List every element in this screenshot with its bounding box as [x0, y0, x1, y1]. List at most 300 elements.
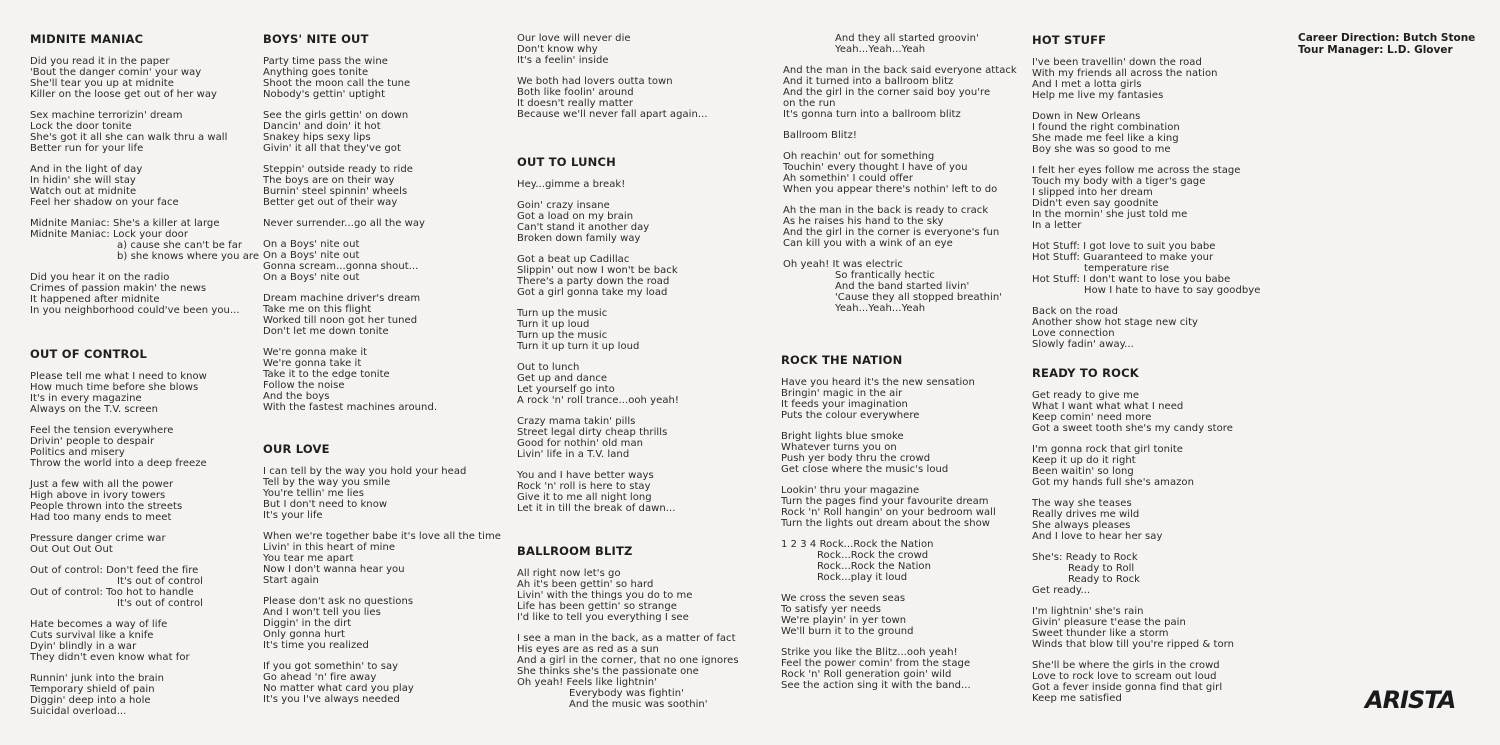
- stanza: [781, 593, 996, 637]
- lyric-line: And a girl in the corner, that no one ignores: [517, 655, 739, 666]
- stanza: [1032, 306, 1260, 350]
- lyric-line: Sweet thunder like a storm: [1032, 628, 1169, 639]
- stanza: [517, 33, 708, 66]
- stanza: [263, 531, 501, 586]
- lyric-line: Good for nothin' old man: [517, 438, 644, 449]
- song-title: ROCK THE NATION: [781, 353, 903, 367]
- lyric-line: Really drives me wild: [1032, 509, 1140, 520]
- lyric-line: Puts the colour everywhere: [781, 410, 920, 421]
- lyric-line: Help me live my fantasies: [1032, 90, 1164, 101]
- lyric-line: Party time pass the wine: [263, 56, 388, 67]
- lyric-line: Ready to Rock: [1068, 574, 1140, 585]
- lyric-line: Midnite Maniac: Lock your door: [30, 229, 189, 240]
- lyric-line: They didn't even know what for: [30, 652, 190, 663]
- lyric-line: If you got somethin' to say: [263, 661, 399, 672]
- stanza: [30, 565, 207, 609]
- lyric-line: Rock 'n' Roll generation goin' wild: [781, 669, 952, 680]
- lyric-line: 'Cause they all stopped breathin': [835, 292, 1003, 303]
- lyric-line: Let yourself go into: [517, 384, 615, 395]
- lyric-line: Ah it's been gettin' so hard: [517, 579, 654, 590]
- lyric-line: Everybody was fightin': [569, 688, 684, 699]
- lyric-line: Been waitin' so long: [1032, 466, 1134, 477]
- lyric-line: Turn up the music: [517, 330, 608, 341]
- lyric-line: Out Out Out Out: [30, 544, 113, 555]
- stanza: [263, 596, 501, 651]
- lyric-line: Burnin' steel spinnin' wheels: [263, 186, 408, 197]
- song-ballroom-blitz: [517, 544, 739, 720]
- lyric-line: Throw the world into a deep freeze: [30, 458, 207, 469]
- lyric-line: Out of control: Don't feed the fire: [30, 565, 199, 576]
- lyric-line: Anything goes tonite: [263, 67, 369, 78]
- lyric-line: And I won't tell you lies: [263, 607, 381, 618]
- lyric-line: Hot Stuff: I don't want to lose you babe: [1032, 274, 1231, 285]
- lyric-line: Tell by the way you smile: [263, 477, 391, 488]
- lyric-line: It happened after midnite: [30, 294, 160, 305]
- stanza: [517, 362, 679, 406]
- lyric-line: on the run: [783, 98, 836, 109]
- lyric-line: I'd like to tell you everything I see: [517, 612, 689, 623]
- lyric-line: Take me on this flight: [263, 304, 372, 315]
- song-our-love: [263, 442, 501, 715]
- lyric-line: Start again: [263, 575, 319, 586]
- lyric-line: Feel the tension everywhere: [30, 425, 174, 436]
- lyric-line: It's out of control: [117, 598, 203, 609]
- lyric-line: Crimes of passion makin' the news: [30, 283, 207, 294]
- stanza: [781, 647, 996, 691]
- lyric-line: Lookin' thru your magazine: [781, 485, 920, 496]
- stanza: [30, 272, 259, 316]
- lyric-line: Rock...Rock the Nation: [817, 561, 931, 572]
- lyric-line: Oh yeah! Feels like lightnin': [517, 677, 657, 688]
- lyric-line: Touchin' every thought I have of you: [783, 162, 968, 173]
- lyric-line: Slippin' out now I won't be back: [517, 265, 678, 276]
- lyric-line: Cuts survival like a knife: [30, 630, 154, 641]
- lyric-line: It's gonna turn into a ballroom blitz: [783, 109, 961, 120]
- lyric-line: Strike you like the Blitz...ooh yeah!: [781, 647, 958, 658]
- lyric-line: Never surrender...go all the way: [263, 218, 426, 229]
- lyric-line: Givin' it all that they've got: [263, 143, 401, 154]
- lyric-line: It feeds your imagination: [781, 399, 908, 410]
- song-out-to-lunch: [517, 155, 679, 524]
- stanza: [783, 33, 1017, 55]
- lyric-line: On a Boys' nite out: [263, 272, 360, 283]
- lyric-line: Rock 'n' roll is here to stay: [517, 481, 651, 492]
- lyric-line: Rock...Rock the crowd: [817, 550, 929, 561]
- lyric-line: Rock 'n' Roll hangin' on your bedroom wall: [781, 507, 996, 518]
- lyric-line: Turn the pages find your favourite dream: [781, 496, 989, 507]
- lyric-line: She'll tear you up at midnite: [30, 78, 174, 89]
- stanza: [263, 293, 437, 337]
- song-title: READY TO ROCK: [1032, 366, 1139, 380]
- stanza: [517, 76, 708, 120]
- lyric-line: Politics and misery: [30, 447, 125, 458]
- lyric-line: Back on the road: [1032, 306, 1118, 317]
- lyric-line: In you neighborhood could've been you...: [30, 305, 240, 316]
- lyric-line: 1 2 3 4 Rock...Rock the Nation: [781, 539, 934, 550]
- lyric-line: Hot Stuff: I got love to suit you babe: [1032, 241, 1216, 252]
- stanza: [783, 130, 1017, 141]
- lyric-line: How I hate to have to say goodbye: [1084, 285, 1261, 296]
- lyric-line: Didn't even say goodnite: [1032, 198, 1159, 209]
- lyric-line: Keep comin' need more: [1032, 412, 1152, 423]
- lyric-line: Did you read it in the paper: [30, 56, 170, 67]
- lyric-line: Snakey hips sexy lips: [263, 132, 371, 143]
- stanza: [1032, 444, 1234, 488]
- credit-career-direction: Career Direction: Butch Stone: [1298, 32, 1476, 44]
- lyric-line: Keep it up do it right: [1032, 455, 1136, 466]
- stanza: [517, 416, 679, 460]
- lyric-line: What I want what what I need: [1032, 401, 1184, 412]
- lyric-line: In a letter: [1032, 220, 1082, 231]
- lyric-line: Givin' pleasure t'ease the pain: [1032, 617, 1186, 628]
- lyric-line: Keep me satisfied: [1032, 693, 1122, 704]
- stanza: [263, 110, 437, 154]
- lyric-line: Dream machine driver's dream: [263, 293, 421, 304]
- lyric-line: As he raises his hand to the sky: [783, 216, 944, 227]
- lyric-line: Shoot the moon call the tune: [263, 78, 411, 89]
- lyric-line: See the action sing it with the band...: [781, 680, 971, 691]
- lyric-line: Worked till noon got her tuned: [263, 315, 418, 326]
- lyric-line: Have you heard it's the new sensation: [781, 377, 975, 388]
- lyric-line: Got a beat up Cadillac: [517, 254, 630, 265]
- lyric-line: I'm gonna rock that girl tonite: [1032, 444, 1184, 455]
- lyric-line: Got a fever inside gonna find that girl: [1032, 682, 1223, 693]
- lyric-line: Runnin' junk into the brain: [30, 673, 164, 684]
- lyric-line: Ready to Roll: [1068, 563, 1135, 574]
- song-title: OUT TO LUNCH: [517, 155, 616, 169]
- stanza: [1032, 498, 1234, 542]
- lyric-line: I'm lightnin' she's rain: [1032, 606, 1144, 617]
- lyric-line: Steppin' outside ready to ride: [263, 164, 413, 175]
- lyric-line: Suicidal overload...: [30, 706, 127, 717]
- stanza: [517, 254, 679, 298]
- lyric-line: Touch my body with a tiger's gage: [1032, 176, 1206, 187]
- lyric-line: We're playin' in yer town: [781, 615, 907, 626]
- lyric-line: See the girls gettin' on down: [263, 110, 409, 121]
- lyric-line: The way she teases: [1032, 498, 1132, 509]
- lyric-line: Diggin' deep into a hole: [30, 695, 151, 706]
- lyric-line: With the fastest machines around.: [263, 402, 438, 413]
- lyric-line: Better run for your life: [30, 143, 144, 154]
- credits: [1298, 32, 1475, 56]
- lyric-line: Dancin' and doin' it hot: [263, 121, 381, 132]
- lyric-line: Both like foolin' around: [517, 87, 634, 98]
- lyric-line: There's a party down the road: [517, 276, 670, 287]
- lyric-line: But I don't need to know: [263, 499, 388, 510]
- credit-tour-manager: Tour Manager: L.D. Glover: [1298, 44, 1453, 56]
- song-title: BOYS' NITE OUT: [263, 32, 369, 46]
- lyric-line: Life has been gettin' so strange: [517, 601, 677, 612]
- lyric-line: Get close where the music's loud: [781, 464, 949, 475]
- song-midnite-maniac: [30, 32, 259, 326]
- lyric-line: Whatever turns you on: [781, 442, 897, 453]
- stanza: [517, 470, 679, 514]
- lyric-line: Livin' in this heart of mine: [263, 542, 396, 553]
- lyric-line: The boys are on their way: [263, 175, 395, 186]
- lyric-line: Temporary shield of pain: [30, 684, 155, 695]
- lyric-line: To satisfy yer needs: [781, 604, 881, 615]
- lyric-line: You tear me apart: [263, 553, 354, 564]
- lyric-line: We both had lovers outta town: [517, 76, 673, 87]
- stanza: [1032, 660, 1234, 704]
- lyric-line: And the girl in the corner is everyone's fun: [783, 227, 1000, 238]
- lyric-line: Gonna scream...gonna shout...: [263, 261, 419, 272]
- arista-logo-text: ARISTA: [1365, 686, 1456, 713]
- lyric-line: We're gonna make it: [263, 347, 368, 358]
- song-ready-to-rock: [1032, 366, 1234, 714]
- lyric-line: Winds that blow till you're ripped & torn: [1032, 639, 1234, 650]
- lyric-line: It's a feelin' inside: [517, 55, 609, 66]
- song-out-of-control: [30, 347, 207, 727]
- lyric-line: She'll be where the girls in the crowd: [1032, 660, 1220, 671]
- lyric-line: I found the right combination: [1032, 122, 1180, 133]
- lyric-line: She's got it all she can walk thru a wall: [30, 132, 228, 143]
- lyric-line: Watch out at midnite: [30, 186, 137, 197]
- lyric-line: I've been travellin' down the road: [1032, 57, 1202, 68]
- song-ballroom-blitz-continued: [783, 33, 1017, 324]
- lyric-line: Love to rock love to scream out loud: [1032, 671, 1217, 682]
- lyric-line: She's: Ready to Rock: [1032, 552, 1138, 563]
- lyric-line: We'll burn it to the ground: [781, 626, 914, 637]
- lyric-line: Love connection: [1032, 328, 1115, 339]
- lyric-line: And I met a lotta girls: [1032, 79, 1142, 90]
- lyric-line: Out to lunch: [517, 362, 580, 373]
- lyric-line: Street legal dirty cheap thrills: [517, 427, 668, 438]
- lyric-line: Can kill you with a wink of an eye: [783, 238, 953, 249]
- lyric-line: In the mornin' she just told me: [1032, 209, 1188, 220]
- song-our-love-continued: [517, 33, 708, 130]
- lyric-line: Let it in till the break of dawn...: [517, 503, 676, 514]
- stanza: [263, 661, 501, 705]
- lyric-line: Out of control: Too hot to handle: [30, 587, 194, 598]
- lyric-line: High above in ivory towers: [30, 490, 166, 501]
- lyric-line: We're gonna take it: [263, 358, 362, 369]
- lyric-line: Don't let me down tonite: [263, 326, 389, 337]
- lyric-line: temperature rise: [1084, 263, 1170, 274]
- stanza: [30, 110, 259, 154]
- lyric-line: Livin' with the things you do to me: [517, 590, 693, 601]
- lyric-line: People thrown into the streets: [30, 501, 183, 512]
- lyric-line: Please tell me what I need to know: [30, 371, 207, 382]
- stanza: [30, 673, 207, 717]
- lyric-line: It's you I've always needed: [263, 694, 400, 705]
- stanza: [517, 568, 739, 623]
- stanza: [517, 308, 679, 352]
- lyric-line: I can tell by the way you hold your head: [263, 466, 467, 477]
- lyric-line: Got a sweet tooth she's my candy store: [1032, 423, 1233, 434]
- lyric-line: Turn it up turn it up loud: [517, 341, 640, 352]
- lyric-line: And the boys: [263, 391, 330, 402]
- stanza: [1032, 552, 1234, 596]
- lyric-line: It's your life: [263, 510, 323, 521]
- stanza: [783, 65, 1017, 120]
- stanza: [30, 371, 207, 415]
- lyric-line: You're tellin' me lies: [263, 488, 364, 499]
- stanza: [263, 56, 437, 100]
- lyric-line: Yeah...Yeah...Yeah: [835, 303, 926, 314]
- stanza: [263, 218, 437, 229]
- stanza: [783, 151, 1017, 195]
- lyric-line: Ah somethin' I could offer: [783, 173, 913, 184]
- lyric-line: Goin' crazy insane: [517, 200, 610, 211]
- stanza: [1032, 111, 1260, 155]
- lyric-line: Hey...gimme a break!: [517, 179, 626, 190]
- lyric-line: Broken down family way: [517, 233, 641, 244]
- stanza: [517, 633, 739, 710]
- stanza: [30, 425, 207, 469]
- stanza: [1032, 390, 1234, 434]
- lyric-line: Lock the door tonite: [30, 121, 132, 132]
- lyric-line: Oh yeah! It was electric: [783, 259, 903, 270]
- lyric-line: And the girl in the corner said boy you're: [783, 87, 991, 98]
- lyric-line: Always on the T.V. screen: [30, 404, 158, 415]
- lyric-line: Dyin' blindly in a war: [30, 641, 137, 652]
- lyric-line: And the man in the back said everyone attack: [783, 65, 1017, 76]
- lyric-line: Follow the noise: [263, 380, 345, 391]
- lyric-line: And the music was soothin': [569, 699, 708, 710]
- lyric-line: It's out of control: [117, 576, 203, 587]
- lyric-line: On a Boys' nite out: [263, 250, 360, 261]
- lyric-line: And they all started groovin': [835, 33, 979, 44]
- lyric-line: Rock...play it loud: [817, 572, 908, 583]
- lyric-line: I felt her eyes follow me across the stage: [1032, 165, 1241, 176]
- lyric-line: Get ready to give me: [1032, 390, 1140, 401]
- lyric-line: She made me feel like a king: [1032, 133, 1179, 144]
- lyric-line: Ballroom Blitz!: [783, 130, 857, 141]
- lyric-line: On a Boys' nite out: [263, 239, 360, 250]
- stanza: [30, 56, 259, 100]
- lyric-line: Hot Stuff: Guaranteed to make your: [1032, 252, 1214, 263]
- stanza: [1032, 165, 1260, 231]
- song-boys-nite-out: [263, 32, 437, 423]
- song-title: MIDNITE MANIAC: [30, 32, 144, 46]
- lyric-line: In hidin' she will stay: [30, 175, 136, 186]
- stanza: [30, 479, 207, 523]
- lyric-line: It's in every magazine: [30, 393, 142, 404]
- lyric-line: Livin' life in a T.V. land: [517, 449, 630, 460]
- lyric-line: I see a man in the back, as a matter of fact: [517, 633, 736, 644]
- lyric-line: 'Bout the danger comin' your way: [30, 67, 202, 78]
- lyric-line: Down in New Orleans: [1032, 111, 1141, 122]
- song-rock-the-nation: [781, 353, 996, 701]
- stanza: [30, 218, 259, 262]
- lyric-line: Bringin' magic in the air: [781, 388, 903, 399]
- lyric-line: Midnite Maniac: She's a killer at large: [30, 218, 220, 229]
- lyric-line: Give it to me all night long: [517, 492, 652, 503]
- stanza: [781, 377, 996, 421]
- stanza: [30, 164, 259, 208]
- lyric-line: Got a load on my brain: [517, 211, 634, 222]
- lyric-line: Better get out of their way: [263, 197, 398, 208]
- lyric-line: How much time before she blows: [30, 382, 199, 393]
- stanza: [30, 533, 207, 555]
- lyric-line: a) cause she can't be far: [117, 240, 243, 251]
- stanza: [263, 239, 437, 283]
- song-title: OUT OF CONTROL: [30, 347, 148, 361]
- stanza: [30, 619, 207, 663]
- lyric-line: We cross the seven seas: [781, 593, 906, 604]
- lyric-line: Nobody's gettin' uptight: [263, 89, 386, 100]
- lyric-line: Another show hot stage new city: [1032, 317, 1199, 328]
- lyric-line: Ah the man in the back is ready to crack: [783, 205, 989, 216]
- lyric-line: It's time you realized: [263, 640, 369, 651]
- lyric-line: And it turned into a ballroom blitz: [783, 76, 954, 87]
- lyric-line: Pressure danger crime war: [30, 533, 166, 544]
- lyric-line: Had too many ends to meet: [30, 512, 172, 523]
- song-hot-stuff: [1032, 33, 1260, 360]
- lyric-line: Slowly fadin' away...: [1032, 339, 1134, 350]
- stanza: [263, 164, 437, 208]
- lyric-line: Drivin' people to despair: [30, 436, 155, 447]
- lyric-line: Go ahead 'n' fire away: [263, 672, 377, 683]
- lyric-line: His eyes are as red as a sun: [517, 644, 659, 655]
- lyric-line: Yeah...Yeah...Yeah: [835, 44, 926, 55]
- lyric-line: Sex machine terrorizin' dream: [30, 110, 183, 121]
- lyric-line: Turn the lights out dream about the show: [781, 518, 990, 529]
- lyric-line: With my friends all across the nation: [1032, 68, 1218, 79]
- lyric-line: Only gonna hurt: [263, 629, 345, 640]
- lyric-line: Got my hands full she's amazon: [1032, 477, 1194, 488]
- lyric-line: So frantically hectic: [835, 270, 935, 281]
- stanza: [517, 179, 679, 190]
- lyric-line: Please don't ask no questions: [263, 596, 414, 607]
- lyric-line: I slipped into her dream: [1032, 187, 1153, 198]
- lyric-line: Did you hear it on the radio: [30, 272, 170, 283]
- lyric-line: Can't stand it another day: [517, 222, 650, 233]
- stanza: [1032, 606, 1234, 650]
- lyric-line: When you appear there's nothin' left to do: [783, 184, 998, 195]
- stanza: [517, 200, 679, 244]
- stanza: [781, 485, 996, 529]
- lyric-line: Get ready...: [1032, 585, 1091, 596]
- lyric-line: b) she knows where you are: [117, 251, 260, 262]
- stanza: [781, 539, 996, 583]
- lyric-line: All right now let's go: [517, 568, 621, 579]
- stanza: [783, 205, 1017, 249]
- lyric-line: Hate becomes a way of life: [30, 619, 168, 630]
- stanza: [783, 259, 1017, 314]
- lyric-line: And the band started livin': [835, 281, 970, 292]
- lyric-line: Take it to the edge tonite: [263, 369, 390, 380]
- stanza: [781, 431, 996, 475]
- lyric-line: Because we'll never fall apart again...: [517, 109, 708, 120]
- lyric-line: Get up and dance: [517, 373, 608, 384]
- lyric-line: Oh reachin' out for something: [783, 151, 935, 162]
- lyric-line: Crazy mama takin' pills: [517, 416, 636, 427]
- lyric-line: And in the light of day: [30, 164, 143, 175]
- lyric-line: She thinks she's the passionate one: [517, 666, 699, 677]
- stanza: [1032, 57, 1260, 101]
- lyric-line: Feel the power comin' from the stage: [781, 658, 971, 669]
- lyric-line: Now I don't wanna hear you: [263, 564, 405, 575]
- lyric-line: Got a girl gonna take my load: [517, 287, 668, 298]
- lyric-line: Just a few with all the power: [30, 479, 174, 490]
- arista-logo: [1363, 683, 1483, 713]
- lyric-line: When we're together babe it's love all the time: [263, 531, 501, 542]
- lyric-line: Turn it up loud: [517, 319, 590, 330]
- lyric-line: Bright lights blue smoke: [781, 431, 904, 442]
- song-title: BALLROOM BLITZ: [517, 544, 633, 558]
- lyric-line: Killer on the loose get out of her way: [30, 89, 217, 100]
- lyric-line: A rock 'n' roll trance...ooh yeah!: [517, 395, 679, 406]
- lyric-line: Don't know why: [517, 44, 598, 55]
- lyric-line: Diggin' in the dirt: [263, 618, 352, 629]
- lyric-line: It doesn't really matter: [517, 98, 634, 109]
- lyric-line: Our love will never die: [517, 33, 631, 44]
- song-title: HOT STUFF: [1032, 33, 1107, 47]
- lyric-line: Push yer body thru the crowd: [781, 453, 931, 464]
- stanza: [263, 347, 437, 413]
